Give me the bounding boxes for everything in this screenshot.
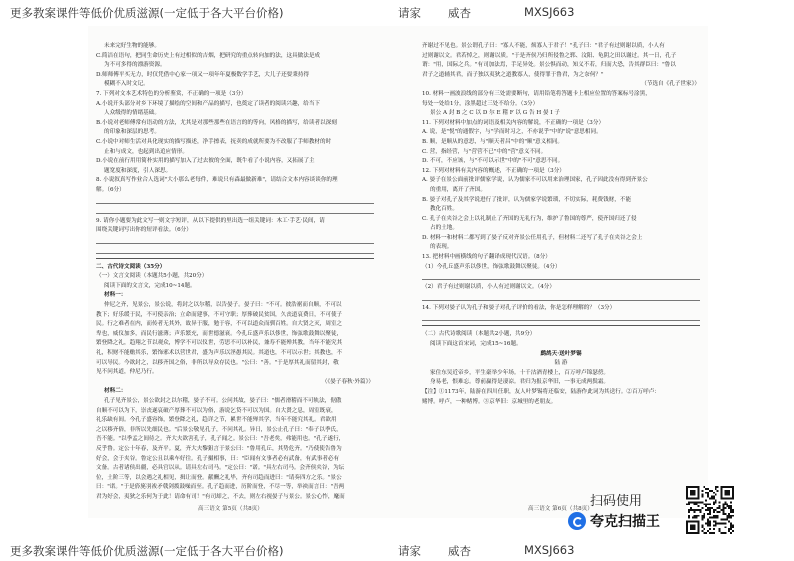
text-line: 鹧鸪天·送叶梦锡 <box>540 350 582 357</box>
text-line: 景公 A 封 B 之 C 以 D 尔 E 稽 F 以 G 告 H 晏 I 子 <box>430 110 560 117</box>
text-line: 身易老，恨难忘。尊前赢得是凄凉。君归为报京华旧，一事无成两鬓霜。 <box>430 379 610 386</box>
banner-name-bottom: 威杏 <box>448 544 471 558</box>
text-line: 可以导民。今欲封之，以移齐国之俗，非所以导众存民也。"公曰："善。"于是厚其礼而留其封，敬 <box>96 359 339 366</box>
text-line: 繁登降之礼，趋翔之节以观众，博学不可以仪世，劳思不可以补民，兼寿不能殚其教，当年不能究其 <box>96 340 343 347</box>
text-line: 之以移齐俗，非所以先细民也。"后景公敬见孔子，不问其礼。异日，景公止孔子曰："奉子以季氏， <box>96 426 342 433</box>
banner-code-bottom: MXSJ663 <box>524 543 575 557</box>
text-line: 礼乐缺有间。今孔子盛容饰，繁登降之礼，趋详之节，累世不能殚其学，当年不能究其礼。君欲用 <box>96 417 337 424</box>
answer-line <box>96 197 374 204</box>
top-banner <box>0 0 794 22</box>
text-line: 7. 下列对文本艺术特色的分析鉴赏，不正确的一项是（3分） <box>96 90 247 97</box>
text-line: （1）今孔丘盛声乐以侈世，饰弦歌鼓舞以聚徒。（4分） <box>422 263 561 270</box>
text-line: 12. 下列对材料有关内容的概述，不正确的一项是（3分） <box>422 167 565 174</box>
text-line: 模糊不入时文记。 <box>104 81 149 88</box>
text-line: 未来完好生物的能够。 <box>104 43 160 49</box>
answer-line <box>96 237 374 244</box>
quark-brand <box>568 511 660 531</box>
text-line: 人众级得的情绪基础。 <box>104 110 160 117</box>
text-line: C. 孔子在夹谷之会上以礼制止了齐国的无礼行为，维护了鲁国的尊严，使齐国归还了侵 <box>422 215 637 222</box>
text-line: 材料二： <box>104 388 127 395</box>
text-line: （节选自《孔子世家》） <box>641 81 700 88</box>
text-line: B. 晏子对孔子及其学说进行了批评，认为儒家学说繁琐，不切实际，耗费钱财，不能 <box>422 196 632 203</box>
text-line: 占的土地。 <box>430 225 458 232</box>
exam-sheet <box>88 26 708 518</box>
text-line: 13. 把材料中画横线的句子翻译成现代汉语。（8分） <box>422 254 551 261</box>
text-line: 君为好会，夷狄之乐何为于此！请命有司！"有司却之，不去，则左右视晏子与景公。景公心怍，麾而 <box>96 493 345 500</box>
text-line: C. 营，指经营，与"营营不已"中的"营"意义不同。 <box>422 148 547 155</box>
text-line: 的印象和深层的思考。 <box>104 129 160 136</box>
text-line: 曰："诺。"于是旍旄羽袚矛戟剑拨鼓噪而至。孔子趋而进，历阶而登，不尽一等，举袂而言曰："吾两 <box>96 484 345 491</box>
text-line: 过则谢以文。君若悼之，则谢以质。"于是齐侯乃归所侵鲁之郓、汶阳、龟阴之田以谢过。其一日，孔子 <box>422 52 677 59</box>
text-line: 教下；好乐缓于民，不可使亲治；立命而建事，不可守职；厚葬破民贫国，久丧道哀费日，不可使子 <box>96 311 343 318</box>
banner-contact: 请家 <box>398 6 421 20</box>
text-line: 11. 下列对材料中加点的词语及相关内容的解说，不正确的一项是（3分） <box>422 119 605 126</box>
text-line: 反乎鲁。定公十年春，及齐平。夏，齐大夫黎鉏言于景公曰："鲁用孔丘，其势危齐。"乃使使告鲁为 <box>96 445 342 452</box>
text-line: （二）古代诗歌阅读（本题共2小题，共9分） <box>422 331 536 338</box>
text-line: 赌博。呼卢，一种赌博。③京华旧：京城里的老朋友。 <box>422 398 557 405</box>
text-line: 10. 材料一画波浪线的部分有三处需要断句，请用铅笔将答题卡上相应位置的答案标号涂黑， <box>422 90 651 97</box>
text-line: 阅读下面的文言文，完成10~14题。 <box>104 282 196 289</box>
text-line: 君子之道辅其君，而子独以夷狄之道教寡人，使得罪于鲁君，为之奈何？" <box>422 71 604 78</box>
text-line: （一）文言文阅读（本题共5小题，共20分） <box>96 273 208 280</box>
text-line: C.简洁在语句，把同生命历史上有过相似的吉烟，把研究的重点转向加的法，这具做法是成 <box>96 52 321 59</box>
text-line: C.小说中对师生活对具化现实的描写描述，净手擦表，抚卖的成就所要为不改服了手师教材的时 <box>96 138 332 145</box>
text-line: 谓："用，国际之兵。"有司加法焉，手足异处。景公惧而动，知义不若，归而大恐，告其群臣曰："鲁以 <box>422 62 676 69</box>
text-line: 止和与成文，也起到出追应情形。 <box>104 148 188 155</box>
text-line: 齐谢过不见也。景公谓孔子曰："寡人不能，烦寡人于君子！"孔子曰："君子有过则谢以质，小人有 <box>422 43 665 49</box>
answer-line <box>422 314 700 321</box>
scan-label: 扫码使用 <box>590 494 643 509</box>
text-line: 的表现。 <box>430 244 453 251</box>
text-line: 【注】①1173年，陆游在四川任职，友人叶梦锡将还临安，陆游作此词为其送行。②百万呼卢： <box>422 389 660 395</box>
text-line: D. 材料一和材料二都写到了晏子反对齐景公任用孔子，但材料二还写了孔子在夹谷之会上 <box>422 234 643 241</box>
quark-logo-icon <box>568 512 586 530</box>
text-line: 民。行之难者在内，而传者无其外，故异于服，勉于容，不可以道众而驯百姓。自大贤之灭，周室之 <box>96 321 343 328</box>
section-rule <box>422 325 700 326</box>
banner-name: 威杏 <box>448 6 471 20</box>
text-line: D. 不可，不应该，与"不可以示世"中的"不可"意思不同。 <box>422 158 564 165</box>
text-line: 教化百姓。 <box>430 206 458 213</box>
banner-text: 更多教案课件等低价优质滋源(一定低于各大平台价格) <box>10 6 284 20</box>
answer-line <box>422 273 700 280</box>
text-line: D.小说在前行用用简朴实用的描写加入了过去彼的全面，既牛看了小说内容，又拓展了主 <box>96 158 315 165</box>
text-line: D.师师傅平买无力，时仅凭借中心家一项又一项年年夏极数学手艺，大儿子还要秉持得 <box>96 71 310 78</box>
text-line: 文备。古者诸侯出疆，必具官以从。请具左右司马。"定公曰："诺。"具左右司马。会齐侯夹谷，为坛 <box>96 465 345 472</box>
text-line: 位，土阶三等，以会遇之礼相见，揖让而登。献酬之礼毕，齐有司趋而进曰："请奏四方之乐。"景公 <box>96 474 342 481</box>
text-line: 9. 请你小题要为此文写一则文字短评，从以下提供的里出选一组关键词：木工·手艺·民间，请 <box>96 217 325 224</box>
text-line: 解。（6分） <box>96 186 125 193</box>
text-line: （2）君子有过则谢以质，小人有过则谢以文。（4分） <box>422 284 555 291</box>
text-line: 题宽度和深度，引人深思。 <box>104 167 172 174</box>
text-line: 仲尼之齐，见景公，景公说，将封之以尔稽，以告晏子。晏子曰："不可。彼浩裾而自顺，不可以 <box>104 302 342 309</box>
text-line: A.小说开头部分对乡下环境了描绘的空间和产品的描写，也奠定了读者的阅读兴趣，给当下 <box>96 100 320 107</box>
text-line: 陆 游 <box>554 360 568 367</box>
text-line: 材料一： <box>104 292 127 299</box>
section-rule <box>96 258 374 259</box>
banner-text-bottom: 更多教案课件等低价优质滋源(一定低于各大平台价格) <box>10 544 284 558</box>
text-line: 好会，会于夹谷。鲁定公且以乘车好往。孔子摄相事，曰："臣闻有文事者必有武备，有武事者必有 <box>96 455 340 462</box>
banner-contact-bottom: 请家 <box>398 544 421 558</box>
answer-line <box>96 207 374 214</box>
left-page-column <box>96 42 374 503</box>
text-line: 二、古代诗文阅读（35分） <box>96 263 166 270</box>
bottom-banner <box>0 538 794 560</box>
right-page-footer: 高三语文 第6页（共8页） <box>528 506 593 512</box>
text-line: 8. 小说叙真写作业合人选词"大小那么老每件，难说只有森最做新难"，请结合文本内容谈谈你的理 <box>96 177 338 184</box>
text-line: 家住东吴近帝乡，平生豪举少年场。十千沽酒青楼上，百万呼卢锦瑟傍。 <box>430 369 610 376</box>
text-line: 孔子见齐景公，景公欲封之以尔稽，晏子不可。公问其故，晏子曰："儒者滑稽而不可轨法，倨傲 <box>104 398 342 404</box>
left-page-footer: 高三语文 第5页（共8页） <box>198 506 263 512</box>
text-line: B. 顺，是顺从的意思，与"顺天者昌"中的"顺"意义相同。 <box>422 138 564 145</box>
text-line: A. 晏子在景公面前批评儒家学说，认为儒家不可以用来治理国家，孔子因此没有得到齐景公 <box>422 177 648 184</box>
text-line: 为不可多得的漂游资源。 <box>104 62 166 69</box>
text-line: （《晏子春秋·外篇》） <box>321 378 374 385</box>
text-line: 围绕关键词写出你的短评看法。（6分） <box>96 227 192 234</box>
text-line: B.小说对老师傅常有语动的方法，尤其是对那些那些在语言的的等向，风格的描写，给读者以深刻 <box>96 119 337 126</box>
answer-line <box>422 294 700 301</box>
answer-line <box>96 247 374 254</box>
text-line: 阅读下面这首宋词，完成15~16题。 <box>430 341 522 348</box>
text-line: 卑也，威仪加多，而民行滋薄；声乐繁充，而世德滋衰。今孔丘盛声乐以侈世，饰弦歌鼓舞以聚徒， <box>96 330 343 337</box>
text-line: A. 说，是"悦"的通假字，与"学而时习之，不亦说乎"中的"说"意思相同。 <box>422 129 602 136</box>
text-line: 的重用，离开了齐国。 <box>430 186 486 193</box>
text-line: 每处一处给1分，涂黑超过三处不给分。（3分） <box>422 100 539 107</box>
text-line: 礼，积财不能赡其乐，繁饰邪术以营世君，盛为声乐以淫愚其民。其道也，不可以示世；其教也，不 <box>96 350 343 357</box>
text-line: 吾不能。"以季孟之间待之。齐大夫欲害孔子，孔子闻之。景公曰："吾老矣，弗能用也。"孔子遂行， <box>96 436 345 443</box>
text-line: 自顺不可以为下，崇丧遂哀破产厚葬不可以为俗，游说乞贷不可以为国。自大贤之息，周室既衰， <box>96 407 337 414</box>
banner-code: MXSJ663 <box>524 5 575 19</box>
text-line: 14. 下列对晏子认为孔子和晏子对孔子评价的看法，你是怎样理解的？（3分） <box>422 304 616 311</box>
qr-code-icon[interactable] <box>686 486 734 534</box>
brand-name: 夸克扫描王 <box>590 514 660 530</box>
text-line: 见不问其道，仲尼乃行。 <box>96 369 158 376</box>
right-page-column <box>422 42 700 407</box>
